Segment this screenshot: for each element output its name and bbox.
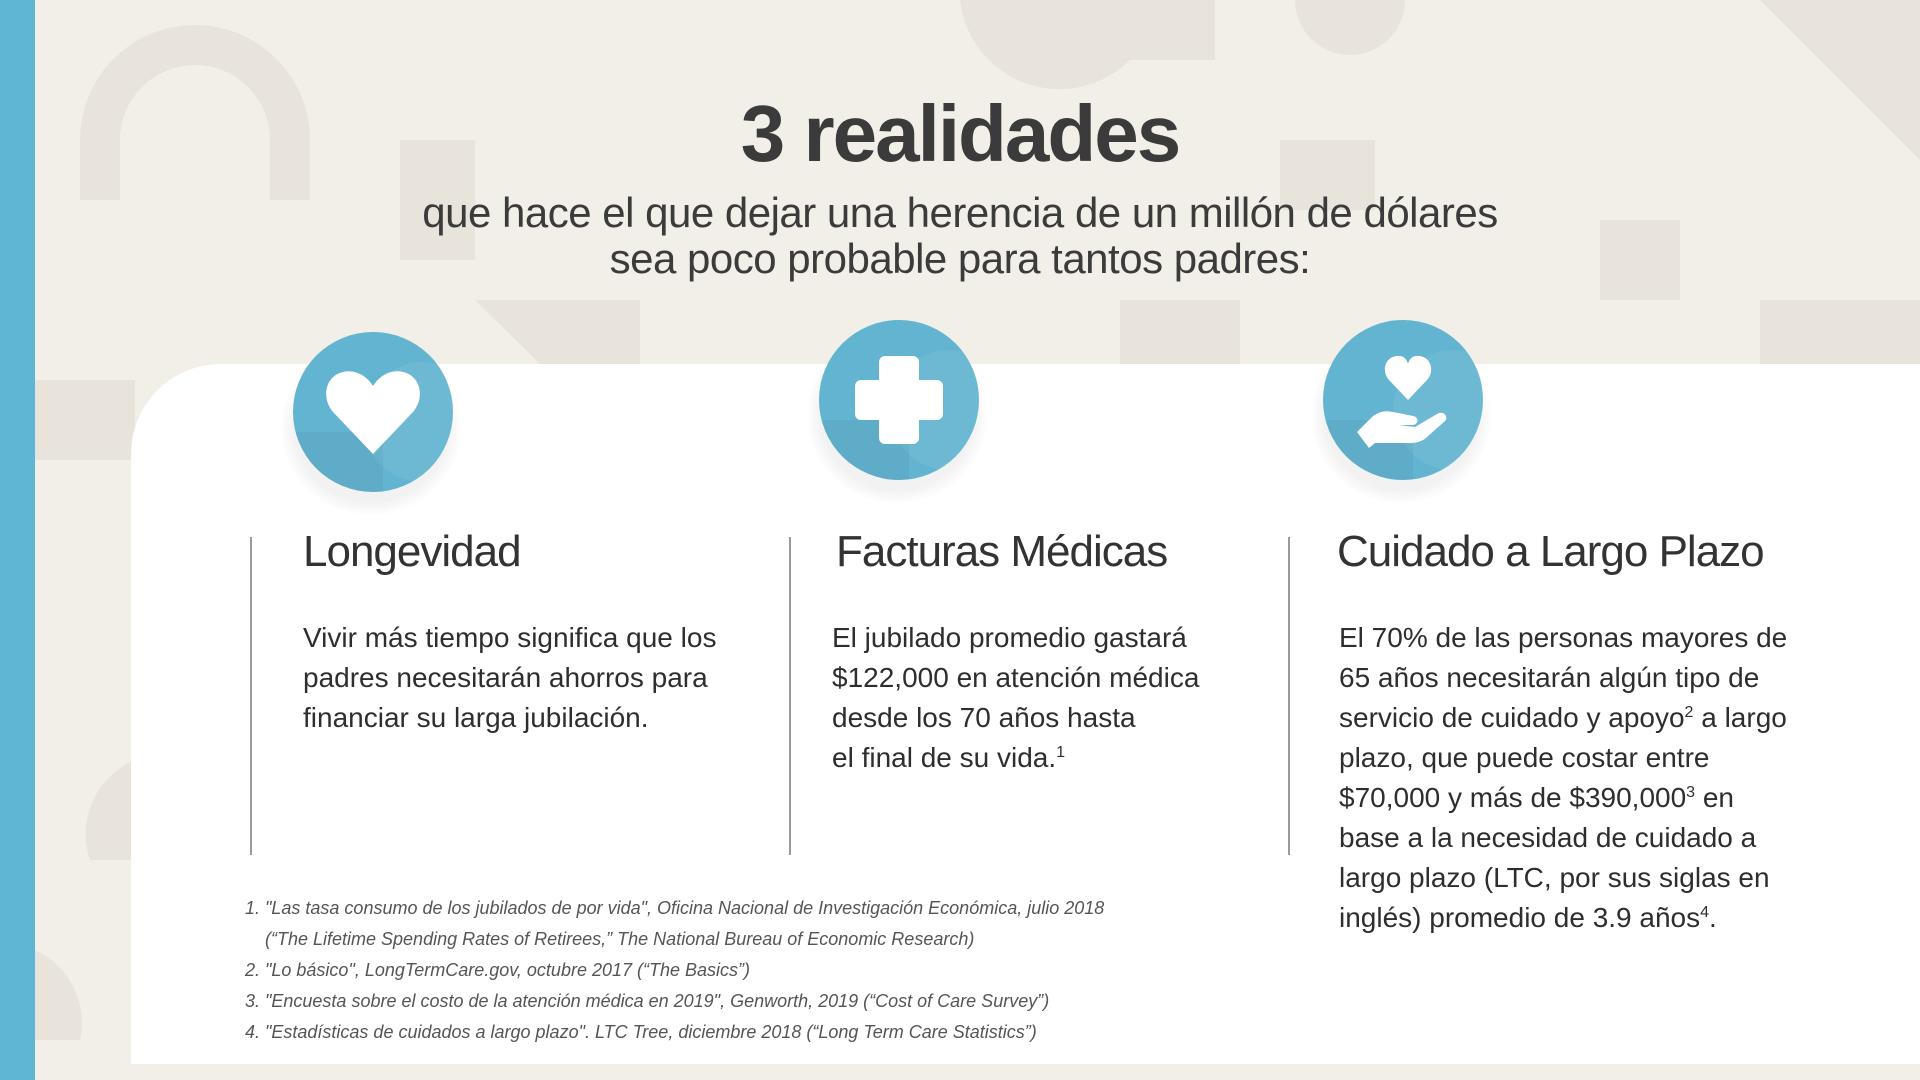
- medical-cross-icon: [819, 320, 979, 480]
- body-longevity: [303, 618, 716, 738]
- page-subtitle: [0, 190, 1920, 282]
- body-line: [1339, 778, 1787, 818]
- body-line: base a la necesidad de cuidado a: [1339, 822, 1757, 853]
- footnote-ref: 2: [1684, 704, 1694, 721]
- body-text: en: [1695, 782, 1734, 813]
- footnote-text: (“The Lifetime Spending Rates of Retirees,” The National Bureau of Economic Research): [265, 929, 975, 949]
- body-line: financiar su larga jubilación.: [303, 702, 649, 733]
- icon-circle: [293, 332, 453, 492]
- body-line: 65 años necesitarán algún tipo de: [1339, 662, 1760, 693]
- footnote-number: 3.: [245, 991, 261, 1011]
- body-line: largo plazo (LTC, por sus siglas en: [1339, 862, 1770, 893]
- page-title: 3 realidades: [740, 89, 1180, 178]
- footnote-item: [245, 893, 1104, 924]
- footnote-text: "Estadísticas de cuidados a largo plazo". LTC Tree, diciembre 2018 (“Long Term Care Statistics”): [265, 1022, 1037, 1042]
- hand-heart-icon: [1323, 320, 1483, 480]
- body-text: .: [1709, 902, 1717, 933]
- column-divider: [250, 537, 252, 855]
- body-text: a largo: [1693, 702, 1787, 733]
- footnote-ref: 4: [1700, 904, 1710, 921]
- body-text: el final de su vida.: [832, 742, 1057, 773]
- body-line: Vivir más tiempo significa que los: [303, 622, 717, 653]
- heading-medical-bills: Facturas Médicas: [836, 527, 1168, 576]
- footnote-item: [245, 955, 1104, 986]
- body-line: [832, 738, 1199, 778]
- body-line: El jubilado promedio gastará: [832, 622, 1187, 653]
- body-line: [1339, 698, 1787, 738]
- footnote-item: [245, 1017, 1104, 1048]
- footnote-text: "Las tasa consumo de los jubilados de por vida", Oficina Nacional de Investigación Económica, julio 2018: [265, 898, 1105, 918]
- footnote-number: 1.: [245, 898, 261, 918]
- body-line: desde los 70 años hasta: [832, 702, 1136, 733]
- body-text: $70,000 y más de $390,000: [1339, 782, 1687, 813]
- footnote-ref: 1: [1056, 744, 1066, 761]
- footnote-item: [245, 986, 1104, 1017]
- footnote-item: [245, 924, 1104, 955]
- body-long-term-care: [1339, 618, 1787, 938]
- column-divider: [1288, 537, 1290, 855]
- heading-longevity: Longevidad: [303, 527, 521, 576]
- body-text: inglés) promedio de 3.9 años: [1339, 902, 1701, 933]
- footnote-ref: 3: [1686, 784, 1696, 801]
- body-line: [1339, 898, 1787, 938]
- icon-circle: [819, 320, 979, 480]
- body-line: $122,000 en atención médica: [832, 662, 1200, 693]
- icon-circle: [1323, 320, 1483, 480]
- heart-icon: [293, 332, 453, 492]
- subtitle-line-2: sea poco probable para tantos padres:: [609, 235, 1311, 282]
- subtitle-line-1: que hace el que dejar una herencia de un millón de dólares: [422, 189, 1498, 236]
- column-divider: [789, 537, 791, 855]
- body-line: padres necesitarán ahorros para: [303, 662, 708, 693]
- body-line: plazo, que puede costar entre: [1339, 742, 1710, 773]
- footnote-text: "Lo básico", LongTermCare.gov, octubre 2017 (“The Basics”): [265, 960, 751, 980]
- footnote-number: [245, 924, 265, 955]
- footnote-number: 4.: [245, 1022, 261, 1042]
- body-line: El 70% de las personas mayores de: [1339, 622, 1788, 653]
- footnotes: [245, 893, 1104, 1048]
- longevity-icon-badge: [293, 332, 453, 492]
- body-medical-bills: [832, 618, 1199, 778]
- body-text: servicio de cuidado y apoyo: [1339, 702, 1685, 733]
- heading-long-term-care: Cuidado a Largo Plazo: [1337, 527, 1764, 576]
- footnote-text: "Encuesta sobre el costo de la atención médica en 2019", Genworth, 2019 (“Cost of Care Survey”): [265, 991, 1050, 1011]
- footnote-number: 2.: [245, 960, 261, 980]
- medical-icon-badge: [819, 320, 979, 480]
- care-icon-badge: [1323, 320, 1483, 480]
